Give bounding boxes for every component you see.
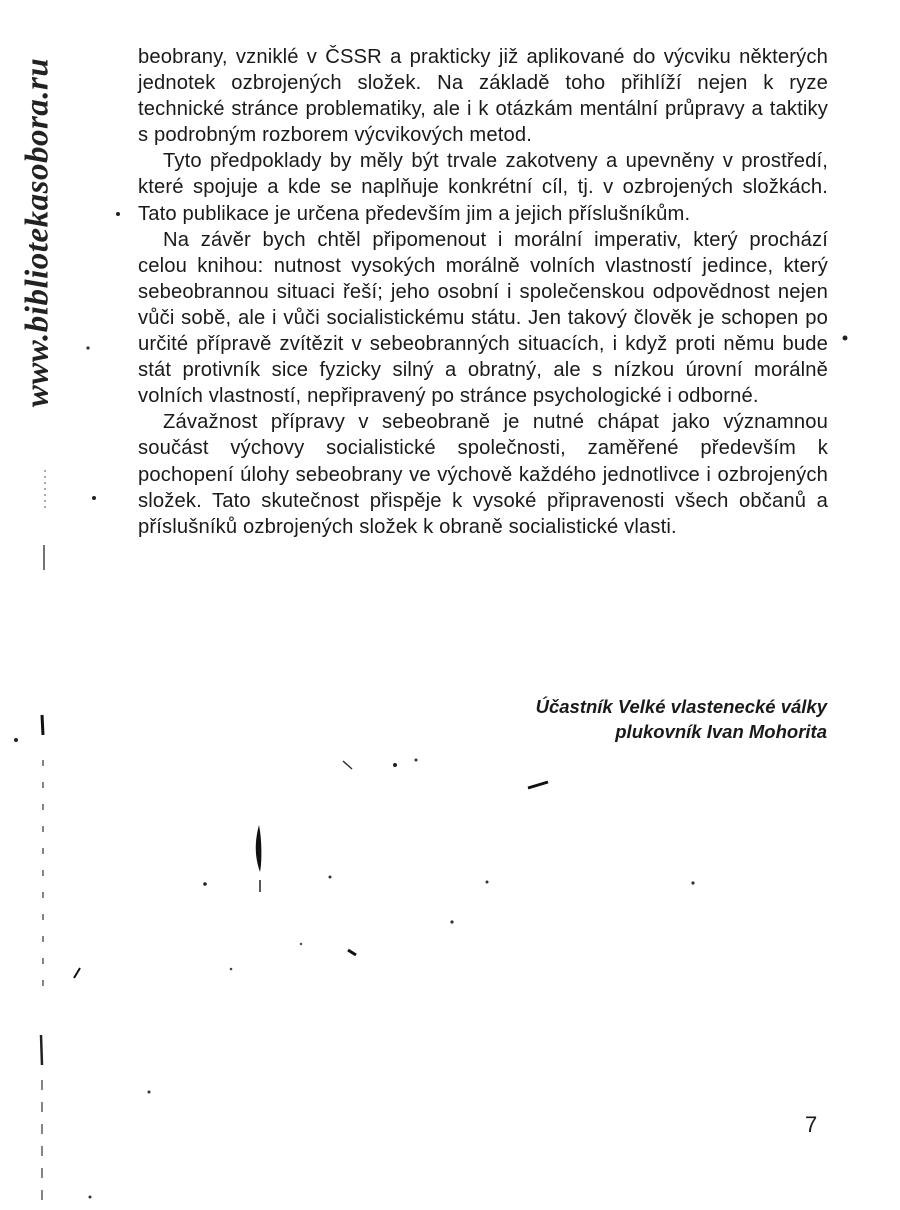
paragraph-4: Závažnost přípravy v sebeobraně je nutné chápat jako významnou součást výchovy socialistické společnosti, zaměřené především k pochopení úlohy sebeobrany ve výchově každého jednotlivce i ozbrojených složek. Tato skutečnost přispěje k vysoké připravenosti všech občanů a příslušníků ozbrojených složek k obraně socialistické vlasti. (138, 411, 828, 538)
paragraph-1: beobrany, vzniklé v ČSSR a prakticky již aplikované do výcviku některých jednotek ozbrojených složek. Na základě toho přihlíží nejen k ryze technické stránce problematiky, ale i k otázkám mentální průpravy a taktiky s podrobným rozborem výcvikových metod. (138, 46, 828, 147)
watermark-text: www.bibliotekasobora.ru (19, 57, 56, 407)
body-text (138, 44, 828, 540)
paragraph-3: Na závěr bych chtěl připomenout i morální imperativ, který prochází celou knihou: nutnost vysokých morálně volních vlastností jedince, který sebeobrannou situaci řeší; jeho osobní i společenskou odpovědnost nejen vůči sobě, ale i vůči socialistickému státu. Jen takový člověk je schopen po určité přípravě zvítězit v sebeobranných situacích, i když proti němu bude stát protivník sice fyzicky silný a obratný, ale s nízkou úrovní morálně volních vlastností, nepřipravený po stránce psychologické i odborné. (138, 228, 828, 408)
signature-name: plukovník Ivan Mohorita (615, 721, 827, 742)
paragraph-2: Tyto předpoklady by měly být trvale zakotveny a upevněny v prostředí, které spojuje a kde se naplňuje konkrétní cíl, tj. v ozbrojených složkách. Tato publikace je určena především jim a jejich příslušníkům. (138, 150, 828, 225)
signature-title: Účastník Velké vlastenecké války (535, 696, 827, 717)
page-number: 7 (805, 1112, 818, 1137)
signature (536, 694, 827, 744)
